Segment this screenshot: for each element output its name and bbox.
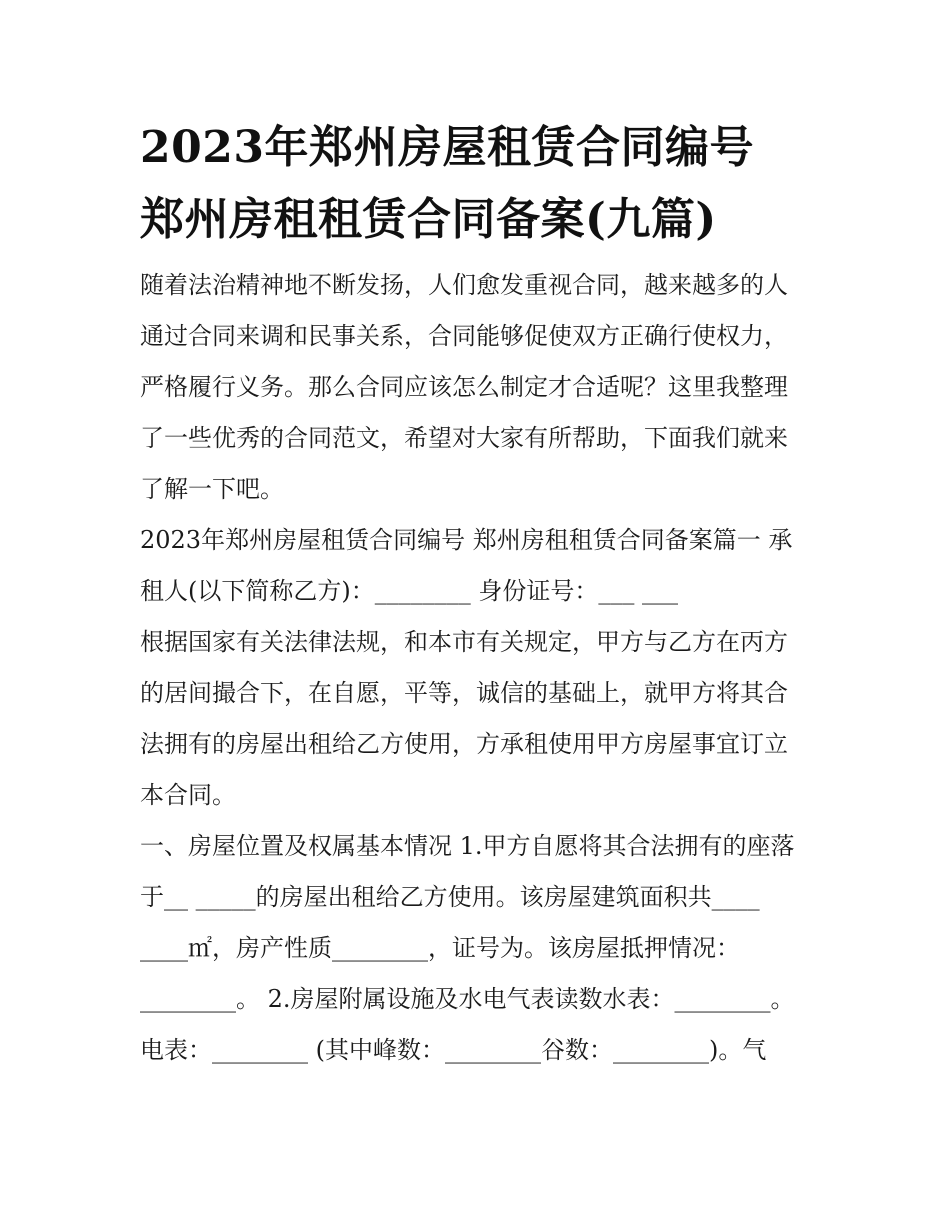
clause-line: ____㎡，房产性质________，证号为。该房屋抵押情况： [140,934,740,962]
intro-line: 了解一下吧。 [140,475,284,503]
intro-line: 严格履行义务。那么合同应该怎么制定才合适呢？这里我整理 [140,373,788,401]
document-body [140,112,812,1076]
intro-paragraph [140,260,812,515]
clause-line: 电表：________ (其中峰数：________谷数：________)。气 [140,1036,767,1064]
intro-line: 了一些优秀的合同范文，希望对大家有所帮助，下面我们就来 [140,424,788,452]
basis-line: 根据国家有关法律法规，和本市有关规定，甲方与乙方在丙方 [140,628,788,656]
intro-line: 随着法治精神地不断发扬，人们愈发重视合同，越来越多的人 [140,271,788,299]
clause-line: 于__ _____的房屋出租给乙方使用。该房屋建筑面积共____ [140,883,760,911]
basis-line: 本合同。 [140,781,236,809]
clause-paragraph [140,821,812,1076]
document-title [140,112,812,256]
basis-line: 法拥有的房屋出租给乙方使用，方承租使用甲方房屋事宜订立 [140,730,788,758]
basis-line: 的居间撮合下，在自愿，平等，诚信的基础上，就甲方将其合 [140,679,788,707]
section-heading-line: 租人(以下简称乙方)：________ 身份证号：___ ___ [140,577,678,605]
title-line-1: 2023年郑州房屋租赁合同编号 [140,122,754,173]
section-heading-line: 2023年郑州房屋租赁合同编号 郑州房租租赁合同备案篇一 承 [140,526,793,554]
basis-paragraph [140,617,812,821]
clause-line: ________。 2.房屋附属设施及水电气表读数水表：________。 [140,985,795,1013]
section-heading-paragraph [140,515,812,617]
clause-line: 一、房屋位置及权属基本情况 1.甲方自愿将其合法拥有的座落 [140,832,795,860]
intro-line: 通过合同来调和民事关系，合同能够促使双方正确行使权力， [140,322,788,350]
title-line-2: 郑州房租租赁合同备案(九篇) [140,194,717,245]
